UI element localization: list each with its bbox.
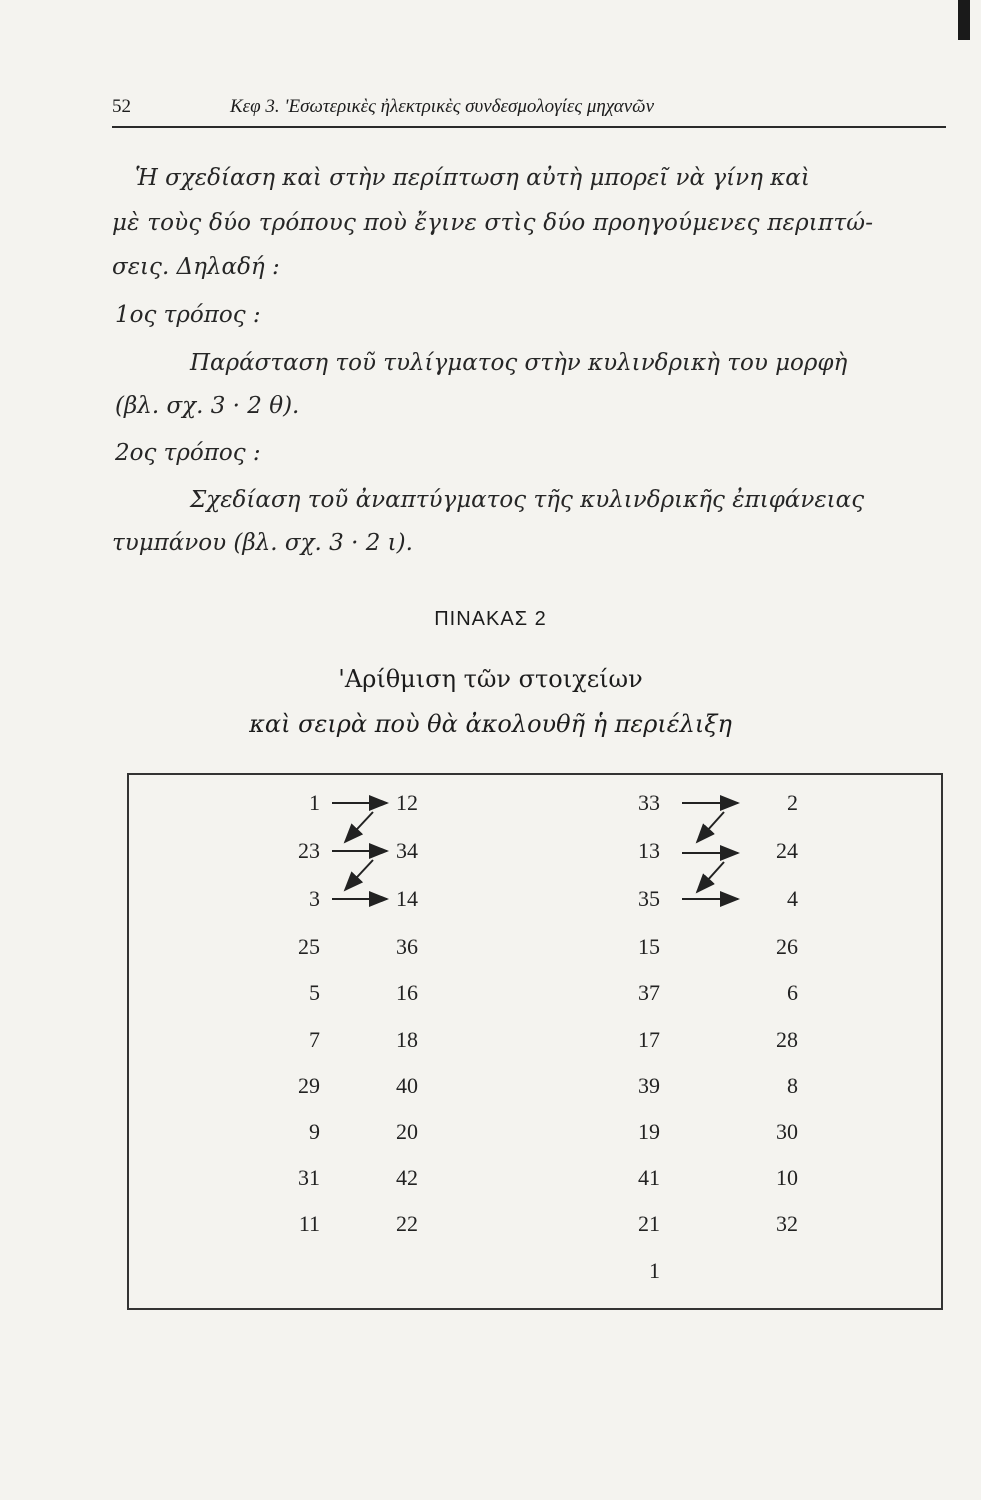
body-line-1: Ἡ σχεδίαση καὶ στὴν περίπτωση αὐτὴ μπορεῖ νὰ γίνη καὶ	[135, 165, 810, 191]
table-cell: 41	[638, 1165, 660, 1190]
body-line-2: μὲ τοὺς δύο τρόπους ποὺ ἔγινε στὶς δύο προηγούμενες περιπτώ-	[112, 210, 874, 236]
table-cell: 36	[396, 934, 418, 959]
table-caption-line-1: 'Αρίθμιση τῶν στοιχείων	[338, 665, 643, 693]
table-cell: 23	[298, 838, 320, 863]
table-cell: 24	[776, 838, 798, 863]
method-2-label: 2ος τρόπος :	[115, 440, 261, 466]
table-cell: 6	[787, 980, 798, 1005]
table-cell: 10	[776, 1165, 798, 1190]
method-1-label: 1ος τρόπος :	[115, 302, 261, 328]
body-line-3: σεις. Δηλαδή :	[112, 254, 280, 280]
table-cell: 22	[396, 1211, 418, 1236]
table-cell: 21	[638, 1211, 660, 1236]
table-label: ΠΙΝΑΚΑΣ 2	[434, 608, 547, 630]
table-cell: 32	[776, 1211, 798, 1236]
table-cell: 17	[638, 1027, 660, 1052]
table-cell: 5	[309, 980, 320, 1005]
arrow-24-to-35	[697, 862, 724, 892]
table-cell: 15	[638, 934, 660, 959]
table-cell: 19	[638, 1119, 660, 1144]
table-cell: 39	[638, 1073, 660, 1098]
table-cell: 35	[638, 886, 660, 911]
table-cell: 8	[787, 1073, 798, 1098]
table-cell: 9	[309, 1119, 320, 1144]
table-cell: 14	[396, 886, 418, 911]
table-cell: 4	[787, 886, 798, 911]
table-cell: 2	[787, 790, 798, 815]
table-cell: 31	[298, 1165, 320, 1190]
table-cell: 25	[298, 934, 320, 959]
table-cell: 26	[776, 934, 798, 959]
arrow-12-to-23	[345, 812, 373, 842]
method-1-text: Παράσταση τοῦ τυλίγματος στὴν κυλινδρικὴ του μορφὴ	[190, 350, 848, 376]
table-cell: 29	[298, 1073, 320, 1098]
table-cell: 16	[396, 980, 418, 1005]
arrow-34-to-3	[345, 860, 373, 890]
page-number: 52	[112, 96, 131, 117]
method-2-text: Σχεδίαση τοῦ ἀναπτύγματος τῆς κυλινδρικῆς ἐπιφάνειας	[190, 487, 865, 513]
running-title: Κεφ 3. 'Εσωτερικὲς ἠλεκτρικὲς συνδεσμολογίες μηχανῶν	[230, 96, 655, 117]
table-cell: 28	[776, 1027, 798, 1052]
table-cell: 13	[638, 838, 660, 863]
table-cell: 34	[396, 838, 418, 863]
table-cell: 11	[298, 1211, 320, 1236]
table-cell: 12	[396, 790, 418, 815]
method-1-reference: (βλ. σχ. 3 · 2 θ).	[115, 393, 300, 419]
arrow-2-to-13	[697, 812, 724, 842]
method-2-reference: τυμπάνου (βλ. σχ. 3 · 2 ι).	[112, 530, 413, 556]
table-cell: 3	[309, 886, 320, 911]
table-cell: 30	[776, 1119, 798, 1144]
table-cell: 18	[396, 1027, 418, 1052]
table-cell: 37	[638, 980, 660, 1005]
table-cell: 33	[638, 790, 660, 815]
table-cell: 1	[649, 1258, 660, 1283]
table-cell: 7	[309, 1027, 320, 1052]
table-cell: 40	[396, 1073, 418, 1098]
table-caption-line-2: καὶ σειρὰ ποὺ θὰ ἀκολουθῆ ἡ περιέλιξη	[249, 710, 732, 738]
table-cell: 20	[396, 1119, 418, 1144]
table-cell: 1	[309, 790, 320, 815]
table-cell: 42	[396, 1165, 418, 1190]
